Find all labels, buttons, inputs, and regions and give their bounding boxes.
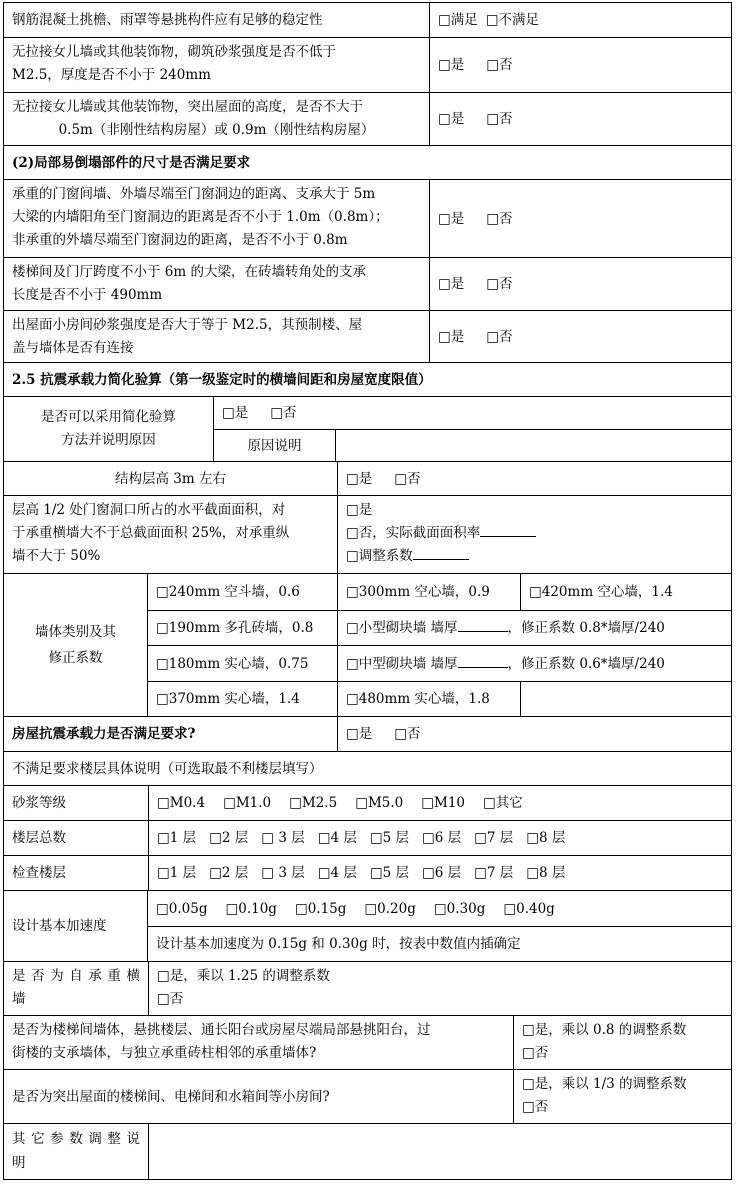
- question-simplified-check: [4, 397, 213, 461]
- checkbox-floor-8[interactable]: □8 层: [526, 830, 566, 846]
- mortar-grade-label-text: 砂浆等级: [12, 795, 66, 811]
- question-text-line: 是否为楼梯间墙体，悬挑楼层、通长阳台或房屋尽端局部悬挑阳台，过: [12, 1022, 431, 1038]
- checkbox-check-floor-2[interactable]: □2 层: [209, 865, 249, 881]
- mortar-grade-options: [148, 786, 731, 820]
- wall-type-grid: [147, 574, 731, 716]
- checkbox-floor-1[interactable]: □1 层: [157, 830, 197, 846]
- checkbox-mortar-m04[interactable]: □M0.4: [157, 795, 206, 811]
- checkbox-adjust-factor[interactable]: □调整系数: [346, 548, 413, 564]
- checkbox-floor-3[interactable]: □ 3 层: [261, 830, 305, 846]
- table-row: [3, 891, 732, 962]
- table-row: [3, 38, 732, 93]
- checkbox-yes-factor-125[interactable]: □是，乘以 1.25 的调整系数: [157, 968, 330, 984]
- wall-type-label-line: 墙体类别及其: [35, 624, 116, 640]
- acceleration-note: 设计基本加速度为 0.15g 和 0.30g 时，按表中数值内插确定: [156, 936, 521, 952]
- checkbox-wall-480-solid[interactable]: □480mm 实心墙，1.8: [346, 691, 490, 707]
- checkbox-no[interactable]: □否: [394, 470, 421, 487]
- checkbox-wall-240-hollow[interactable]: □240mm 空斗墙，0.6: [156, 584, 300, 600]
- answer-cell: [429, 38, 731, 92]
- question-text-line: M2.5，厚度是否不小于 240mm: [12, 67, 211, 83]
- question-text: 结构层高 3m 左右: [115, 470, 226, 487]
- checkbox-yes[interactable]: □是: [346, 726, 373, 742]
- table-row: [3, 363, 732, 397]
- table-row: [3, 180, 732, 258]
- answer-cell: [429, 180, 731, 257]
- table-row: [3, 2, 732, 38]
- checkbox-mortar-m25[interactable]: □M2.5: [289, 795, 338, 811]
- checkbox-yes-factor-one-third[interactable]: □是，乘以 1/3 的调整系数: [522, 1076, 687, 1092]
- checkbox-mortar-m50[interactable]: □M5.0: [355, 795, 404, 811]
- checkbox-satisfied[interactable]: □满足: [438, 12, 478, 28]
- checkbox-floor-4[interactable]: □4 层: [317, 830, 357, 846]
- checkbox-mortar-m10[interactable]: □M1.0: [223, 795, 272, 811]
- question-self-bearing-wall: [4, 962, 148, 1015]
- checkbox-yes[interactable]: □是: [438, 210, 465, 227]
- question-opening-area: [4, 496, 337, 573]
- checked-floor-options: [148, 856, 731, 890]
- answer-cell: [337, 717, 731, 751]
- question-text: 房屋抗震承载力是否满足要求?: [12, 726, 196, 742]
- checkbox-yes[interactable]: □是: [438, 328, 465, 345]
- reason-label: [214, 430, 335, 461]
- checkbox-no[interactable]: □否: [522, 1099, 549, 1115]
- checkbox-no[interactable]: □否: [270, 405, 297, 421]
- checkbox-yes[interactable]: □是: [346, 502, 373, 518]
- checkbox-wall-370-solid[interactable]: □370mm 实心墙，1.4: [156, 691, 300, 707]
- question-capacity-satisfied: [4, 717, 337, 751]
- checkbox-accel-030[interactable]: □0.30g: [433, 900, 486, 917]
- not-satisfied-heading: [4, 752, 731, 785]
- not-satisfied-heading-text: 不满足要求楼层具体说明（可选取最不利楼层填写）: [12, 760, 323, 777]
- question-text-line: 是否可以采用简化验算: [41, 409, 176, 425]
- checkbox-accel-010[interactable]: □0.10g: [225, 900, 277, 917]
- small-block-factor-text: ，修正系数 0.8*墙厚/240: [507, 620, 665, 636]
- table-row: [3, 1070, 732, 1124]
- checkbox-no[interactable]: □否: [486, 111, 513, 127]
- section-heading: [4, 146, 731, 179]
- checkbox-yes[interactable]: □是: [438, 57, 465, 73]
- answer-cell: [213, 397, 731, 461]
- checkbox-floor-2[interactable]: □2 层: [209, 830, 249, 846]
- checkbox-yes[interactable]: □是: [438, 111, 465, 127]
- question-text-line: 大梁的内墙阳角至门窗洞边的距离是否不小于 1.0m（0.8m）；: [12, 209, 389, 225]
- checkbox-no[interactable]: □否: [157, 991, 184, 1007]
- question-text-line: 楼梯间及门厅跨度不小于 6m 的大梁，在砖墙转角处的支承: [12, 264, 366, 280]
- checkbox-check-floor-6[interactable]: □6 层: [422, 865, 462, 881]
- checkbox-yes[interactable]: □是: [222, 405, 249, 421]
- other-adjustment-input[interactable]: [148, 1124, 731, 1179]
- checkbox-check-floor-7[interactable]: □7 层: [474, 865, 514, 881]
- checkbox-floor-5[interactable]: □5 层: [369, 830, 409, 846]
- design-acceleration-options: [147, 891, 731, 961]
- medium-block-thickness-input[interactable]: [458, 653, 508, 668]
- section-heading-text: 2.5 抗震承载力简化验算（第一级鉴定时的横墙间距和房屋宽度限值）: [12, 371, 432, 388]
- checkbox-wall-180-solid[interactable]: □180mm 实心墙，0.75: [156, 655, 309, 672]
- total-floors-label: [4, 821, 148, 855]
- checkbox-yes[interactable]: □是: [346, 470, 373, 487]
- question-parapet-height: [4, 93, 429, 145]
- table-row: [3, 258, 732, 311]
- checkbox-check-floor-8[interactable]: □8 层: [526, 865, 566, 881]
- total-floors-options: [148, 821, 731, 855]
- checkbox-check-floor-1[interactable]: □1 层: [157, 865, 197, 881]
- checkbox-no[interactable]: □否: [486, 276, 513, 292]
- checkbox-wall-300-hollow[interactable]: □300mm 空心墙，0.9: [346, 584, 490, 600]
- question-text-line: 无拉接女儿墙或其他装饰物，突出屋面的高度，是否不大于: [12, 99, 363, 115]
- checked-floor-label-text: 检查楼层: [12, 865, 66, 881]
- table-row: [3, 821, 732, 856]
- reason-input[interactable]: [335, 430, 731, 461]
- question-story-height: [4, 462, 337, 495]
- question-text-line: 层高 1/2 处门窗洞口所占的水平截面面积，对: [12, 502, 286, 518]
- question-text: 是否为突出屋面的楼梯间、电梯间和水箱间等小房间?: [12, 1088, 330, 1105]
- other-adjustment-label-line: 其它参数调整说: [12, 1131, 140, 1147]
- actual-ratio-input[interactable]: [480, 522, 536, 537]
- question-cantilever-stability: [4, 3, 429, 37]
- question-wall-distance: [4, 180, 429, 257]
- checkbox-mortar-m10-grade[interactable]: □M10: [421, 795, 466, 811]
- checkbox-accel-015[interactable]: □0.15g: [294, 900, 347, 917]
- checkbox-check-floor-5[interactable]: □5 层: [369, 865, 409, 881]
- section-heading-text: (2)局部易倒塌部件的尺寸是否满足要求: [12, 154, 251, 171]
- checkbox-check-floor-4[interactable]: □4 层: [317, 865, 357, 881]
- answer-cell: [337, 462, 731, 495]
- checkbox-no-actual-ratio[interactable]: □否，实际截面面积率: [346, 525, 481, 541]
- table-row: [3, 311, 732, 363]
- question-roof-room-mortar: [4, 311, 429, 362]
- checkbox-accel-020[interactable]: □0.20g: [364, 900, 416, 917]
- question-text-line: 出屋面小房间砂浆强度是否大于等于 M2.5，其预制楼、屋: [12, 317, 363, 333]
- question-beam-support: [4, 258, 429, 310]
- table-row: [3, 574, 732, 717]
- question-text-line: 0.5m（非刚性结构房屋）或 0.9m（刚性结构房屋）: [58, 122, 375, 138]
- table-row: [3, 717, 732, 752]
- total-floors-label-text: 楼层总数: [12, 830, 66, 846]
- checkbox-accel-040[interactable]: □0.40g: [503, 900, 555, 917]
- answer-cell: [513, 1016, 731, 1069]
- question-text: 钢筋混凝土挑檐、雨罩等悬挑构件应有足够的稳定性: [12, 12, 323, 28]
- checkbox-medium-block-wall[interactable]: □中型砌块墙 墙厚: [346, 655, 458, 672]
- checkbox-check-floor-3[interactable]: □ 3 层: [261, 865, 305, 881]
- checkbox-not-satisfied[interactable]: □不满足: [485, 12, 540, 28]
- adjust-factor-input[interactable]: [413, 545, 469, 560]
- question-text-line: 盖与墙体是否有连接: [12, 340, 134, 356]
- checkbox-yes[interactable]: □是: [438, 276, 465, 292]
- checkbox-no[interactable]: □否: [486, 210, 513, 227]
- question-text-line: 是否为自承重横: [12, 968, 140, 984]
- medium-block-factor-text: ，修正系数 0.6*墙厚/240: [507, 655, 665, 672]
- checkbox-yes-factor-08[interactable]: □是，乘以 0.8 的调整系数: [522, 1022, 687, 1038]
- checkbox-wall-420-hollow[interactable]: □420mm 空心墙，1.4: [529, 584, 673, 600]
- reason-label-text: 原因说明: [247, 437, 302, 454]
- checkbox-floor-6[interactable]: □6 层: [422, 830, 462, 846]
- answer-cell: [429, 258, 731, 310]
- question-parapet-mortar: [4, 38, 429, 92]
- checkbox-mortar-other[interactable]: □其它: [483, 795, 523, 811]
- question-text-line: 街楼的支承墙体，与独立承重砖柱相邻的承重墙体?: [12, 1045, 317, 1061]
- table-row: [3, 962, 732, 1016]
- table-row: [3, 1016, 732, 1070]
- small-block-thickness-input[interactable]: [458, 617, 508, 632]
- question-stair-wall: [4, 1016, 513, 1069]
- checkbox-floor-7[interactable]: □7 层: [474, 830, 514, 846]
- checkbox-wall-190-perforated[interactable]: □190mm 多孔砖墙，0.8: [156, 620, 314, 636]
- question-text-line: 墙: [12, 991, 26, 1007]
- answer-cell: [148, 962, 731, 1015]
- design-acceleration-label-text: 设计基本加速度: [12, 918, 107, 934]
- checkbox-no[interactable]: □否: [522, 1045, 549, 1061]
- table-row: [3, 146, 732, 180]
- checkbox-no[interactable]: □否: [486, 57, 513, 73]
- question-text-line: 于承重横墙大不于总截面面积 25%，对承重纵: [12, 525, 290, 541]
- wall-type-label: [4, 574, 147, 716]
- question-roof-small-room: [4, 1070, 513, 1123]
- question-text-line: 承重的门窗间墙、外墙尽端至门窗洞边的距离、支承大于 5m: [12, 186, 376, 202]
- mortar-grade-label: [4, 786, 148, 820]
- table-row: [3, 752, 732, 786]
- table-row: [3, 93, 732, 146]
- answer-cell: [337, 496, 731, 573]
- answer-cell: [513, 1070, 731, 1123]
- other-adjustment-label: [4, 1124, 148, 1179]
- answer-cell: [429, 311, 731, 362]
- checkbox-no[interactable]: □否: [486, 328, 513, 345]
- wall-type-label-line: 修正系数: [48, 650, 103, 666]
- table-row: [3, 1124, 732, 1180]
- answer-cell: [429, 93, 731, 145]
- question-text-line: 长度是否不小于 490mm: [12, 287, 163, 303]
- checkbox-no[interactable]: □否: [394, 726, 421, 742]
- question-text-line: 墙不大于 50%: [12, 548, 101, 564]
- checked-floor-label: [4, 856, 148, 890]
- checkbox-small-block-wall[interactable]: □小型砌块墙 墙厚: [346, 620, 458, 636]
- table-row: [3, 462, 732, 496]
- design-acceleration-label: [4, 891, 147, 961]
- table-row: [3, 856, 732, 891]
- question-text-line: 方法并说明原因: [61, 432, 156, 448]
- answer-cell: [429, 3, 731, 37]
- question-text-line: 无拉接女儿墙或其他装饰物，砌筑砂浆强度是否不低于: [12, 44, 336, 60]
- table-row: [3, 496, 732, 574]
- question-text-line: 非承重的外墙尽端至门窗洞边的距离，是否不小于 0.8m: [12, 232, 348, 248]
- other-adjustment-label-line: 明: [12, 1155, 26, 1171]
- table-row: [3, 786, 732, 821]
- table-row: [3, 397, 732, 462]
- checkbox-accel-005[interactable]: □0.05g: [156, 900, 208, 917]
- section-heading: [4, 363, 731, 396]
